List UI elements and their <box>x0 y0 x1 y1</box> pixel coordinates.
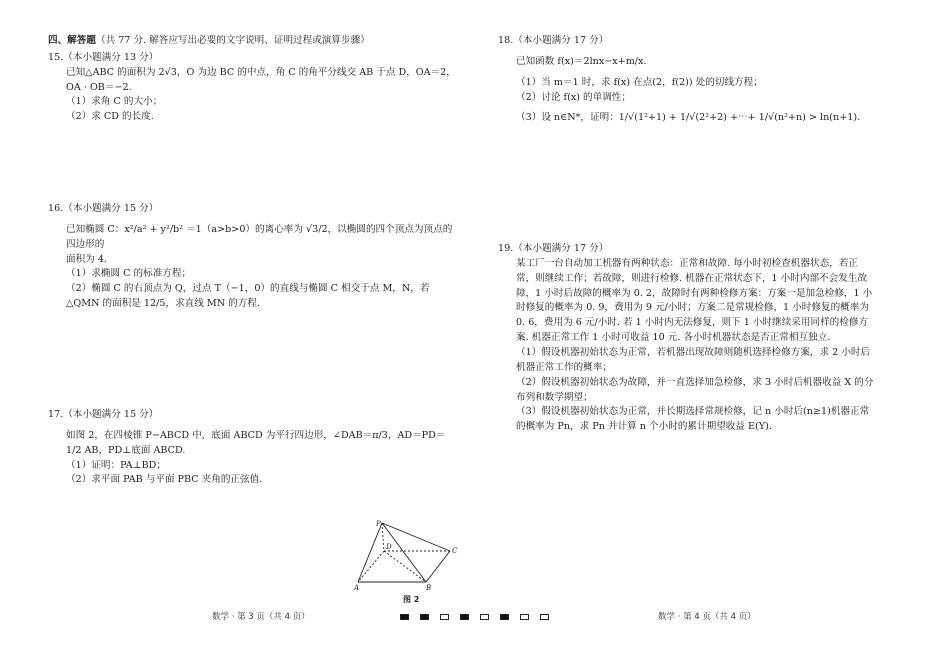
question-16 <box>48 202 458 312</box>
question-19-head: 19.（本小题满分 17 分） <box>498 243 609 254</box>
question-16-head: 16.（本小题满分 15 分） <box>48 203 159 214</box>
edge-bd <box>384 551 426 582</box>
question-16-part2-line2: △QMN 的面积是 12/5，求直线 MN 的方程. <box>66 298 261 310</box>
registration-mark <box>480 614 489 620</box>
registration-mark <box>420 614 429 620</box>
question-16-stem-line1: 已知椭圆 C：x²/a² + y²/b² ＝1（a>b>0）的离心率为 √3/2，以椭圆的四个顶点为顶点的四边形的 <box>66 223 453 250</box>
question-18-head: 18.（本小题满分 17 分） <box>498 35 609 46</box>
question-19-line: 某工厂一台自动加工机器有两种状态：正常和故障. 每小时初检查机器状态，若正 <box>516 257 858 269</box>
edge-da <box>358 551 384 582</box>
question-16-part2-line1: （2）椭圆 C 的右顶点为 Q，过点 T（−1，0）的直线与椭圆 C 相交于点 M，N，若 <box>66 283 430 295</box>
edge-pa <box>358 523 382 582</box>
label-d: D <box>386 543 392 551</box>
question-19-line: 案. 机器正常工作 1 小时可收益 10 元. 各小时机器状态是否正常相互独立. <box>516 332 831 344</box>
question-17-part2: （2）求平面 PAB 与平面 PBC 夹角的正弦值. <box>66 474 263 486</box>
registration-mark <box>500 614 509 620</box>
section-title-label: 四、解答题 <box>48 35 96 46</box>
question-16-part1: （1）求椭圆 C 的标准方程； <box>66 268 192 280</box>
registration-mark <box>520 614 529 620</box>
question-19-part1-line2: 机器正常工作的概率； <box>516 361 612 373</box>
question-18 <box>498 34 908 126</box>
question-19-part2-line1: （2）假设机器初始状态为故障，并一直选择加急检修，求 3 小时后机器收益 X 的分 <box>516 376 874 388</box>
label-a: A <box>354 584 360 592</box>
question-19-line: 常，则继续工作；若故障，则进行检修. 机器在正常状态下，1 小时内部不会发生故 <box>516 272 868 284</box>
question-19 <box>498 242 908 435</box>
question-15-part2: （2）求 CD 的长度. <box>66 111 154 123</box>
question-18-part3: （3）设 n∈N*，证明：1/√(1²+1) + 1/√(2²+2) +⋯+ 1/√(n²+n) > ln(n+1). <box>516 112 861 124</box>
question-18-part2: （2）讨论 f(x) 的单调性； <box>516 91 631 103</box>
question-19-part1-line1: （1）假设机器初始状态为正常，若机器出现故障则随机选择检修方案，求 2 小时后 <box>516 347 871 359</box>
label-p: P <box>376 520 381 528</box>
figure-caption: 图 2 <box>403 595 420 604</box>
label-c: C <box>452 547 458 555</box>
question-18-stem: 已知函数 f(x)＝2lnx−x+m/x. <box>516 55 647 67</box>
question-19-part2-line2: 布列和数学期望； <box>516 391 593 403</box>
question-17-head: 17.（本小题满分 15 分） <box>48 409 159 420</box>
question-15-part1: （1）求角 C 的大小； <box>66 96 163 108</box>
question-19-line: 0. 6，费用为 6 元/小时. 若 1 小时内无法修复，则下 1 小时继续采用同样的检修方 <box>516 317 869 329</box>
section-title <box>48 34 458 49</box>
question-17-stem-line2: 1/2 AB，PD⊥底面 ABCD. <box>66 444 186 456</box>
registration-mark <box>460 614 469 620</box>
question-19-part3-line1: （3）假设机器初始状态为正常，并长期选择常规检修，记 n 小时后(n≥1)机器正常 <box>516 406 870 418</box>
registration-mark <box>440 614 449 620</box>
question-17-stem-line1: 如图 2，在四棱锥 P−ABCD 中，底面 ABCD 为平行四边形，∠DAB＝π/3，AD＝PD＝ <box>66 429 446 441</box>
question-17-part1: （1）证明：PA⊥BD； <box>66 459 166 471</box>
registration-mark <box>400 614 409 620</box>
question-19-part3-line2: 的概率为 Pn，求 Pn 并计算 n 个小时的累计期望收益 E(Y). <box>516 421 772 433</box>
registration-mark <box>540 614 549 620</box>
question-15-stem-line1: 已知△ABC 的面积为 2√3，O 为边 BC 的中点，角 C 的角平分线交 AB 于点 D，OA＝2， <box>66 66 456 78</box>
question-15-head: 15.（本小题满分 13 分） <box>48 51 159 63</box>
footer-page-4: 数学 · 第 4 页（共 4 页） <box>658 612 756 622</box>
question-19-line: 时修复的概率为 0. 9，费用为 9 元/小时；方案二是常规检修，1 小时修复的概率为 <box>516 302 869 314</box>
question-15 <box>48 34 458 125</box>
question-18-part1: （1）当 m＝1 时，求 f(x) 在点(2，f(2)) 处的切线方程； <box>516 76 763 88</box>
registration-marks <box>400 614 549 620</box>
footer-page-3: 数学 · 第 3 页（共 4 页） <box>212 612 310 622</box>
pyramid-figure <box>356 520 466 600</box>
question-15-stem-line2: OA · OB＝−2. <box>66 81 132 93</box>
edge-pd <box>382 523 384 551</box>
edge-bc <box>426 551 450 582</box>
question-16-stem-line2: 面积为 4. <box>66 253 107 265</box>
question-17 <box>48 408 458 604</box>
label-b: B <box>426 584 432 592</box>
question-19-line: 障，1 小时后故障的概率为 0. 2，故障时有两种检修方案：方案一是加急检修，1 小 <box>516 287 873 299</box>
section-note: （共 77 分. 解答应写出必要的文字说明、证明过程或演算步骤） <box>95 35 370 46</box>
